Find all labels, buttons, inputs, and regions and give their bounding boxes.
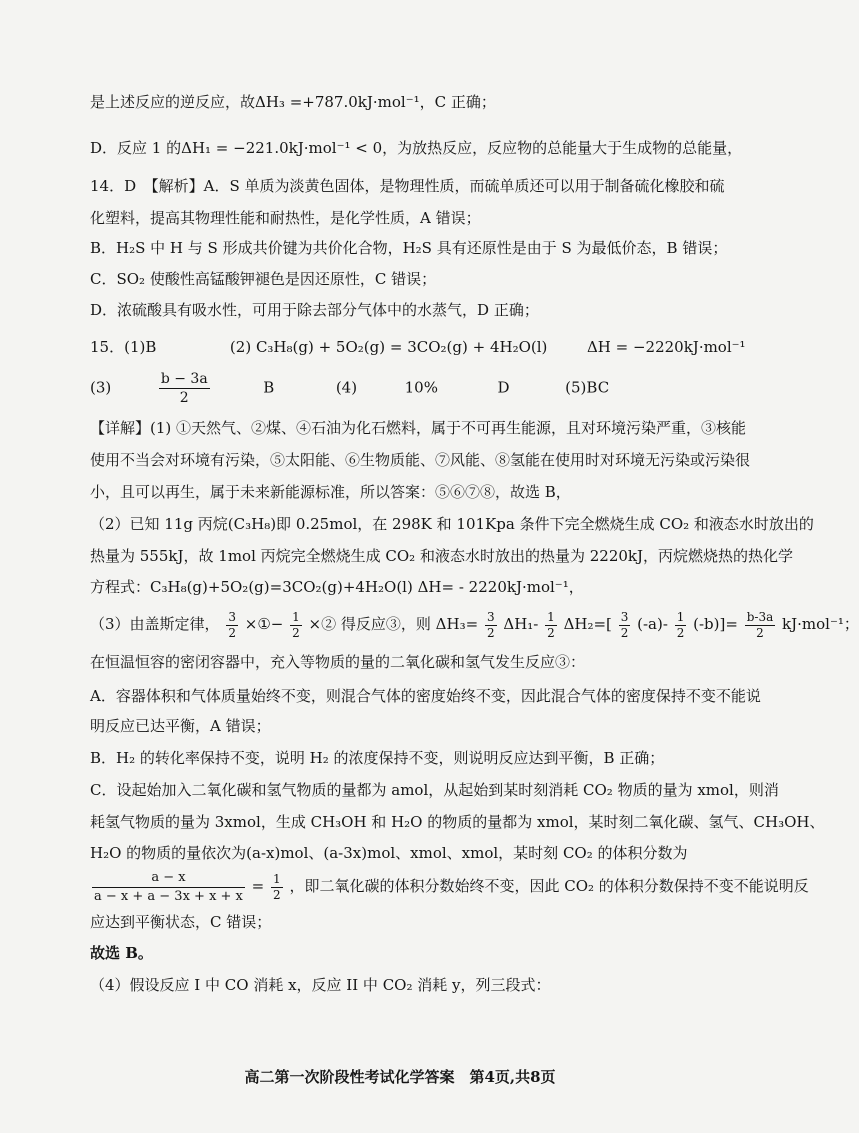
question-14-line-5: D．浓硫酸具有吸水性，可用于除去部分气体中的水蒸气，D 正确； xyxy=(90,301,539,319)
hess-text-e: ΔH₂=[ xyxy=(563,615,612,633)
equals-sign: = xyxy=(251,877,265,895)
fraction-numerator: a − x xyxy=(92,869,245,888)
text-line-2: D．反应 1 的ΔH₁ = −221.0kJ·mol⁻¹ < 0，为放热反应，反应物的总能量大于生成物的总能量， xyxy=(90,139,743,157)
answer-4-label: (4) xyxy=(335,378,358,397)
detail-2-line-2: 热量为 555kJ，故 1mol 丙烷完全燃烧生成 CO₂ 和液态水时放出的热量为 2220kJ，丙烷燃烧热的热化学 xyxy=(90,547,794,565)
detail-1-line-1: 【详解】(1) ①天然气、②煤、④石油为化石燃料，属于不可再生能源，且对环境污染严重，③核能 xyxy=(90,419,747,437)
page-footer: 高二第一次阶段性考试化学答案 第4页,共8页 xyxy=(244,1068,556,1086)
question-14-line-4: C．SO₂ 使酸性高锰酸钾褪色是因还原性，C 错误； xyxy=(90,270,437,288)
detail-1-line-3: 小，且可以再生，属于未来新能源标准，所以答案：⑤⑥⑦⑧，故选 B， xyxy=(90,483,571,501)
volume-fraction xyxy=(92,869,245,906)
detail-1-line-2: 使用不当会对环境有污染，⑤太阳能、⑥生物质能、⑦风能、⑧氢能在使用时对环境无污染或污染很 xyxy=(90,451,751,469)
hess-text-d: ΔH₁- xyxy=(503,615,539,633)
detail-4-line-1: （4）假设反应 I 中 CO 消耗 x，反应 II 中 CO₂ 消耗 y，列三段式： xyxy=(90,976,551,994)
detail-3-option-b: B．H₂ 的转化率保持不变，说明 H₂ 的浓度保持不变，则说明反应达到平衡，B 正确； xyxy=(90,749,665,767)
fraction-one-half: $\frac{1}{2}$ xyxy=(547,609,555,640)
detail-3-conclusion: 故选 B。 xyxy=(90,944,153,962)
question-14-line-1: 14．D 【解析】A．S 单质为淡黄色固体，是物理性质，而硫单质还可以用于制备硫化橡胶和硫 xyxy=(90,177,725,195)
detail-3-option-c-line-3: H₂O 的物质的量依次为(a-x)mol、(a-3x)mol、xmol、xmol，某时刻 CO₂ 的体积分数为 xyxy=(90,844,688,862)
answer-4-percent: 10% xyxy=(404,378,438,397)
answer-3-label: (3) xyxy=(90,378,112,397)
answer-2-equation: (2) C₃H₈(g) + 5O₂(g) = 3CO₂(g) + 4H₂O(l) xyxy=(229,338,548,356)
fraction-denominator: 2 xyxy=(179,390,189,406)
fraction-three-halves: $\frac{3}{2}$ xyxy=(486,609,495,640)
hess-text-c: ×② 得反应③，则 ΔH₃= xyxy=(308,615,479,633)
question-15-answers-line-1 xyxy=(90,337,746,357)
hess-text-b: ×①− xyxy=(244,615,284,633)
detail-3-option-c-line-1: C．设起始加入二氧化碳和氢气物质的量都为 amol，从起始到某时刻消耗 CO₂ 物质的量为 xmol，则消 xyxy=(90,781,779,799)
text-line-1: 是上述反应的逆反应，故ΔH₃ =+787.0kJ·mol⁻¹，C 正确； xyxy=(90,93,496,111)
hess-text-h: kJ·mol⁻¹； xyxy=(782,615,859,633)
fraction-three-halves: $\frac{3}{2}$ xyxy=(620,609,629,640)
detail-3-option-c-fraction-line xyxy=(90,866,809,906)
fraction-three-halves: $\frac{3}{2}$ xyxy=(228,609,236,640)
answer-4-choice: D xyxy=(497,378,510,397)
detail-3-option-c-line-5: 应达到平衡状态，C 错误； xyxy=(90,913,272,931)
answer-3-fraction xyxy=(159,370,210,407)
question-14-line-3: B．H₂S 中 H 与 S 形成共价键为共价化合物，H₂S 具有还原性是由于 S 为最低价态，B 错误； xyxy=(90,239,728,257)
fraction-one-half: $\frac{1}{2}$ xyxy=(273,871,281,902)
answer-1: 15．(1)B xyxy=(90,338,157,356)
volume-fraction-conclusion: ，即二氧化碳的体积分数始终不变，因此 CO₂ 的体积分数保持不变不能说明反 xyxy=(289,877,809,895)
question-15-answers-line-2 xyxy=(90,370,609,407)
hess-intro: （3）由盖斯定律， xyxy=(90,615,220,633)
answer-3-choice: B xyxy=(263,378,275,397)
answer-2-enthalpy: ΔH = −2220kJ·mol⁻¹ xyxy=(586,338,746,356)
answer-5: (5)BC xyxy=(565,378,610,397)
hess-text-f: (-a)- xyxy=(637,615,668,633)
detail-3-line-2: 在恒温恒容的密闭容器中，充入等物质的量的二氧化碳和氢气发生反应③： xyxy=(90,653,586,671)
hess-text-g: (-b)]= xyxy=(693,615,738,633)
detail-2-line-1: （2）已知 11g 丙烷(C₃H₈)即 0.25mol，在 298K 和 101Kpa 条件下完全燃烧生成 CO₂ 和液态水时放出的 xyxy=(90,515,814,533)
fraction-one-half: $\frac{1}{2}$ xyxy=(292,609,300,640)
detail-3-option-a-line-2: 明反应已达平衡，A 错误； xyxy=(90,717,271,735)
detail-3-hess-line xyxy=(90,606,859,642)
detail-3-option-c-line-2: 耗氢气物质的量为 3xmol，生成 CH₃OH 和 H₂O 的物质的量都为 xmol，某时刻二氧化碳、氢气、CH₃OH、 xyxy=(90,813,825,831)
detail-2-line-3: 方程式：C₃H₈(g)+5O₂(g)=3CO₂(g)+4H₂O(l) ΔH= - 2220kJ·mol⁻¹， xyxy=(90,578,584,596)
fraction-numerator: b − 3a xyxy=(160,371,208,387)
question-14-line-2: 化塑料，提高其物理性能和耐热性，是化学性质，A 错误； xyxy=(90,209,481,227)
detail-3-option-a-line-1: A．容器体积和气体质量始终不变，则混合气体的密度始终不变，因此混合气体的密度保持不变不能说 xyxy=(90,687,761,705)
fraction-denominator: a − x + a − 3x + x + x xyxy=(94,888,243,904)
fraction-result: $\frac{b-3a}{2}$ xyxy=(746,609,774,640)
fraction-one-half: $\frac{1}{2}$ xyxy=(676,609,685,640)
